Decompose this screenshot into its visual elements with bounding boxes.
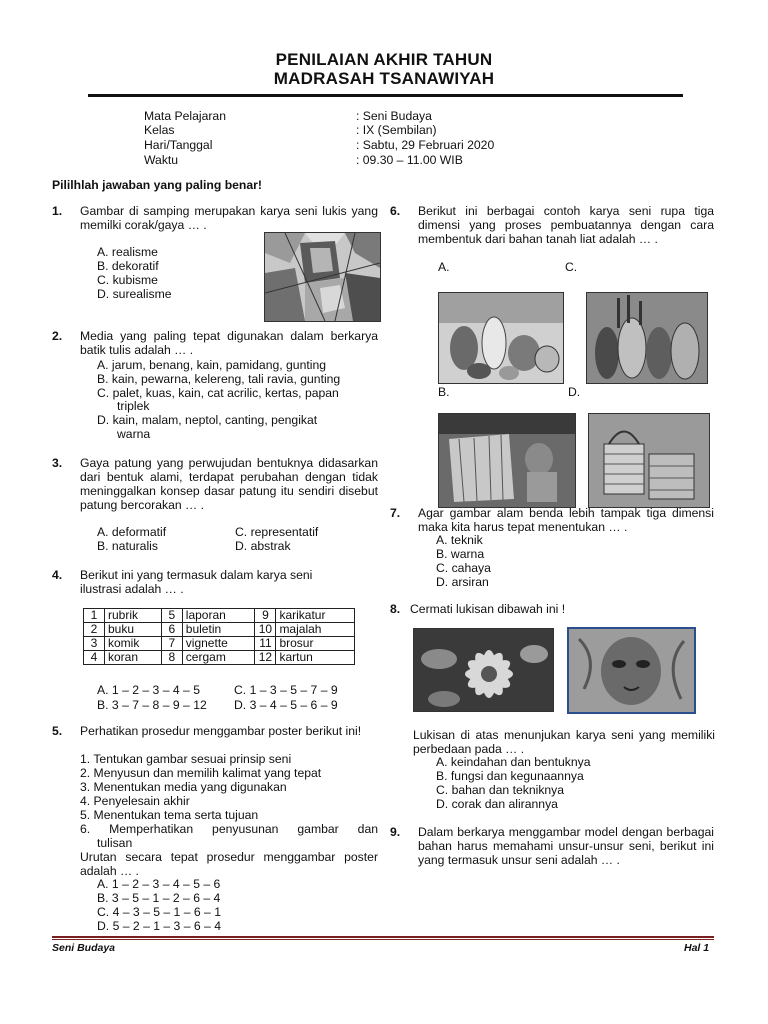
q1-option-a: A. realisme [97, 245, 158, 259]
q6-text: Berikut ini berbagai contoh karya seni rupa tiga dimensi yang proses pembuatannya dengan cara membentuk dari bahan tanah liat adalah … . [418, 204, 714, 246]
q2-option-d: D. kain, malam, neptol, canting, pengikat [97, 413, 318, 427]
q2-option-b: B. kain, pewarna, kelereng, tali ravia, gunting [97, 372, 341, 386]
q3-option-c: C. representatif [235, 525, 319, 539]
q6-label-d: D. [568, 385, 581, 399]
q5-step-5: 5. Menentukan tema serta tujuan [80, 808, 259, 822]
pottery-image-a [438, 292, 564, 384]
q4-option-c: C. 1 – 3 – 5 – 7 – 9 [234, 683, 338, 697]
q1-text: Gambar di samping merupakan karya seni lukis yang memilki corak/gaya … . [80, 204, 378, 232]
q5-prompt: Urutan secara tepat prosedur menggambar poster adalah … . [80, 850, 378, 878]
q4-text: Berikut ini yang termasuk dalam karya seni ilustrasi adalah … . [80, 568, 313, 596]
footer-page-number: Hal 1 [684, 942, 710, 954]
q8-option-a: A. keindahan dan bentuknya [436, 755, 591, 769]
q5-number: 5. [52, 724, 63, 738]
q3-text: Gaya patung yang perwujudan bentuknya didasarkan dari bentuk alami, terdapat perubahan dengan tidak meninggalkan konsep dasar patung itu sendiri disebut patung bercorakan … . [80, 456, 378, 512]
q7-text: Agar gambar alam benda lebih tampak tiga dimensi maka kita harus tepat menentukan … . [418, 506, 714, 534]
q6-label-c: C. [565, 260, 578, 274]
instruction: Pililhlah jawaban yang paling benar! [52, 178, 262, 192]
q2-option-d-cont: warna [117, 427, 151, 441]
meta-date: Hari/Tanggal : Sabtu, 29 Februari 2020 [144, 138, 495, 152]
weaving-image-b [438, 413, 576, 508]
face-painting-image [567, 627, 696, 714]
meta-subject: Mata Pelajaran : Seni Budaya [144, 109, 432, 123]
q3-option-b: B. naturalis [97, 539, 158, 553]
q5-option-a: A. 1 – 2 – 3 – 4 – 5 – 6 [97, 877, 221, 891]
footer-divider-thin [52, 939, 714, 940]
pottery-image-c [586, 292, 708, 384]
q5-step-3: 3. Menentukan media yang digunakan [80, 780, 287, 794]
q9-number: 9. [390, 825, 401, 839]
q8-option-b: B. fungsi dan kegunaannya [436, 769, 584, 783]
q2-option-c-cont: triplek [117, 399, 150, 413]
q4-option-b: B. 3 – 7 – 8 – 9 – 12 [97, 698, 207, 712]
q1-option-d: D. surealisme [97, 287, 172, 301]
q2-option-c: C. palet, kuas, kain, cat acrilic, kertas, papan [97, 386, 339, 400]
q8-option-d: D. corak dan alirannya [436, 797, 558, 811]
q5-step-2: 2. Menyusun dan memilih kalimat yang tepat [80, 766, 322, 780]
q2-text: Media yang paling tepat digunakan dalam berkarya batik tulis adalah … . [80, 329, 378, 357]
q8-text: Cermati lukisan dibawah ini ! [410, 602, 566, 616]
table-row: 3 komik 7 vignette 11 brosur [84, 637, 355, 651]
meta-time: Waktu : 09.30 – 11.00 WIB [144, 153, 463, 167]
q6-label-b: B. [438, 385, 450, 399]
q5-option-d: D. 5 – 2 – 1 – 3 – 6 – 4 [97, 919, 221, 933]
q8-number: 8. [390, 602, 401, 616]
q2-number: 2. [52, 329, 63, 343]
illustration-table [83, 608, 355, 665]
q9-text: Dalam berkarya menggambar model dengan berbagai bahan harus memahami unsur-unsur seni, berikut ini yang termasuk unsur seni adalah … . [418, 825, 714, 867]
basket-image-d [588, 413, 710, 508]
table-row: 2 buku 6 buletin 10 majalah [84, 623, 355, 637]
q5-step-6-cont: tulisan [97, 836, 133, 850]
q4-number: 4. [52, 568, 63, 582]
meta-class: Kelas : IX (Sembilan) [144, 123, 437, 137]
table-row: 1 rubrik 5 laporan 9 karikatur [84, 609, 355, 623]
q4-option-a: A. 1 – 2 – 3 – 4 – 5 [97, 683, 200, 697]
q5-option-c: C. 4 – 3 – 5 – 1 – 6 – 1 [97, 905, 221, 919]
q8-text-2: Lukisan di atas menunjukan karya seni yang memiliki perbedaan pada … . [413, 728, 715, 756]
q5-step-4: 4. Penyelesain akhir [80, 794, 190, 808]
q2-option-a: A. jarum, benang, kain, pamidang, gunting [97, 358, 327, 372]
q6-label-a: A. [438, 260, 450, 274]
q7-option-a: A. teknik [436, 533, 483, 547]
q3-number: 3. [52, 456, 63, 470]
q7-number: 7. [390, 506, 401, 520]
q1-option-b: B. dekoratif [97, 259, 159, 273]
q5-option-b: B. 3 – 5 – 1 – 2 – 6 – 4 [97, 891, 221, 905]
q5-step-6: 6. Memperhatikan penyusunan gambar dan [80, 822, 378, 836]
q6-number: 6. [390, 204, 401, 218]
footer-divider [52, 936, 714, 938]
footer-subject: Seni Budaya [52, 942, 116, 954]
title-line-1: PENILAIAN AKHIR TAHUN [275, 50, 493, 69]
cubist-painting-image [264, 232, 381, 322]
q3-option-a: A. deformatif [97, 525, 167, 539]
q8-option-c: C. bahan dan tekniknya [436, 783, 565, 797]
title-line-2: MADRASAH TSANAWIYAH [273, 69, 495, 88]
q7-option-b: B. warna [436, 547, 485, 561]
q3-option-d: D. abstrak [235, 539, 291, 553]
q1-number: 1. [52, 204, 63, 218]
header-divider [88, 94, 683, 97]
q7-option-c: C. cahaya [436, 561, 491, 575]
q7-option-d: D. arsiran [436, 575, 489, 589]
q4-option-d: D. 3 – 4 – 5 – 6 – 9 [234, 698, 338, 712]
q5-step-1: 1. Tentukan gambar sesuai prinsip seni [80, 752, 292, 766]
table-row: 4 koran 8 cergam 12 kartun [84, 651, 355, 665]
q1-option-c: C. kubisme [97, 273, 158, 287]
q5-text: Perhatikan prosedur menggambar poster berikut ini! [80, 724, 362, 738]
flower-painting-image [413, 628, 554, 712]
